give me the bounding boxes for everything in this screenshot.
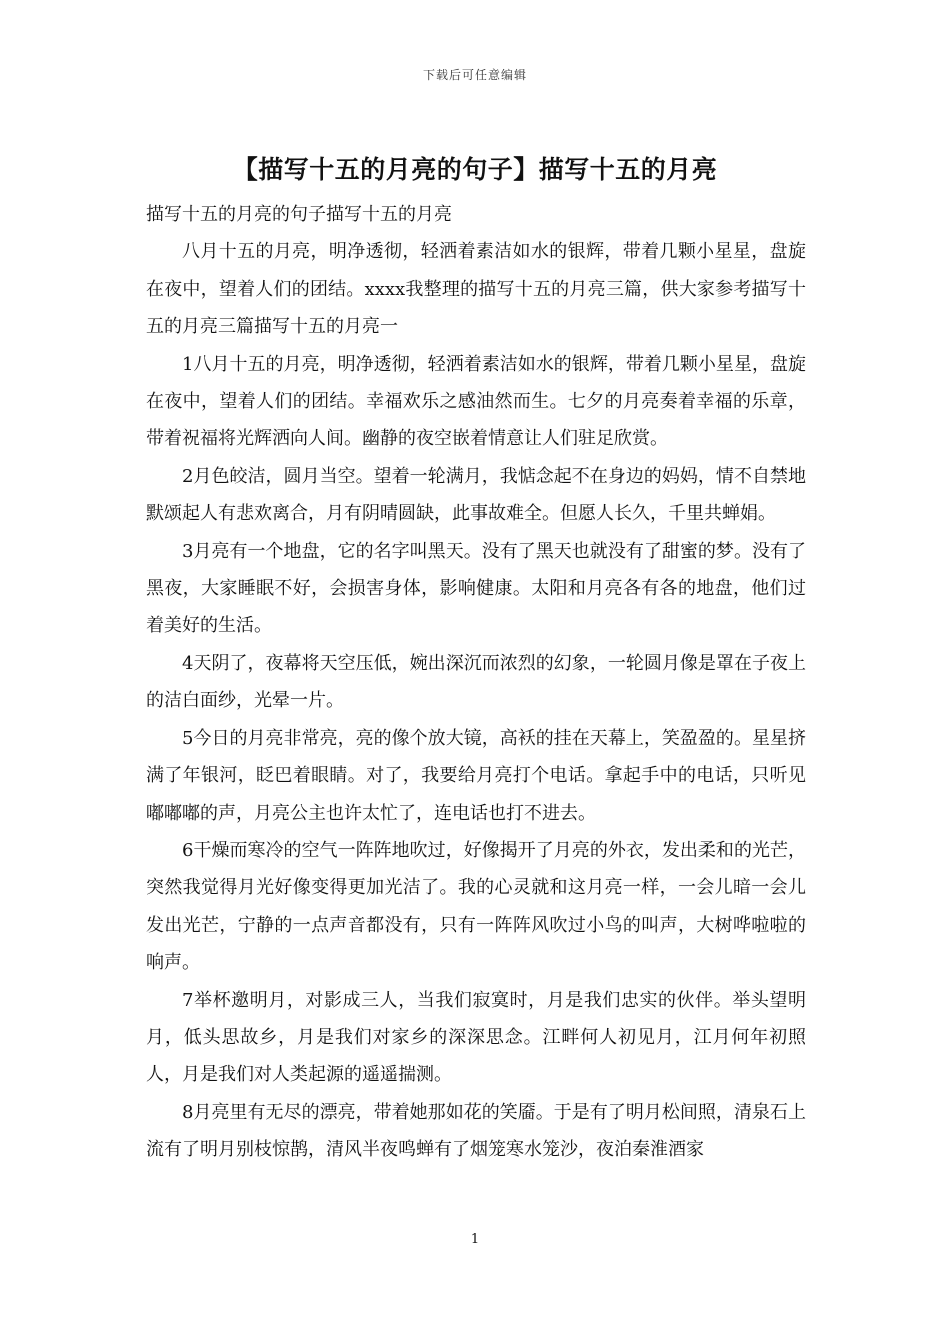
body-paragraph-8: 8月亮里有无尽的漂亮，带着她那如花的笑靥。于是有了明月松间照，清泉石上流有了明月别枝惊鹊，清风半夜鸣蝉有了烟笼寒水笼沙，夜泊秦淮酒家 (146, 1101, 806, 1161)
header-note: 下载后可任意编辑 (422, 68, 527, 82)
body-paragraph-3: 3月亮有一个地盘，它的名字叫黑天。没有了黑天也就没有了甜蜜的梦。没有了黑夜，大家睡眠不好，会损害身体，影响健康。太阳和月亮各有各的地盘，他们过着美好的生活。 (146, 540, 806, 637)
body-paragraph-1: 1八月十五的月亮，明净透彻，轻洒着素洁如水的银辉，带着几颗小星星，盘旋在夜中，望着人们的团结。幸福欢乐之感油然而生。七夕的月亮奏着幸福的乐章，带着祝福将光辉洒向人间。幽静的夜空嵌着情意让人们驻足欣赏。 (146, 353, 806, 450)
subtitle-line: 描写十五的月亮的句子描写十五的月亮 (146, 204, 452, 225)
body-paragraph-2: 2月色皎洁，圆月当空。望着一轮满月，我惦念起不在身边的妈妈，情不自禁地默颂起人有悲欢离合，月有阴晴圆缺，此事故难全。但愿人长久，千里共蝉娟。 (146, 465, 806, 525)
body-paragraph-4: 4天阴了，夜幕将天空压低，婉出深沉而浓烈的幻象，一轮圆月像是罩在子夜上的洁白面纱，光晕一片。 (146, 652, 806, 712)
document-title: 【描写十五的月亮的句子】描写十五的月亮 (232, 155, 718, 184)
page-number: 1 (470, 1232, 480, 1247)
document-body (146, 196, 806, 1169)
body-paragraph-7: 7举杯邀明月，对影成三人，当我们寂寞时，月是我们忠实的伙伴。举头望明月，低头思故乡，月是我们对家乡的深深思念。江畔何人初见月，江月何年初照人，月是我们对人类起源的遥遥揣测。 (146, 989, 806, 1086)
intro-paragraph: 八月十五的月亮，明净透彻，轻洒着素洁如水的银辉，带着几颗小星星，盘旋在夜中，望着人们的团结。xxxx我整理的描写十五的月亮三篇，供大家参考描写十五的月亮三篇描写十五的月亮一 (146, 241, 806, 338)
body-paragraph-5: 5今日的月亮非常亮，亮的像个放大镜，高袄的挂在天幕上，笑盈盈的。星星挤满了年银河，眨巴着眼睛。对了，我要给月亮打个电话。拿起手中的电话，只听见嘟嘟嘟的声，月亮公主也许太忙了，连电话也打不进去。 (146, 727, 806, 824)
body-paragraph-6: 6干燥而寒冷的空气一阵阵地吹过，好像揭开了月亮的外衣，发出柔和的光芒，突然我觉得月光好像变得更加光洁了。我的心灵就和这月亮一样，一会儿暗一会儿发出光芒，宁静的一点声音都没有，只有一阵阵风吹过小鸟的叫声，大树哗啦啦的响声。 (146, 839, 806, 974)
